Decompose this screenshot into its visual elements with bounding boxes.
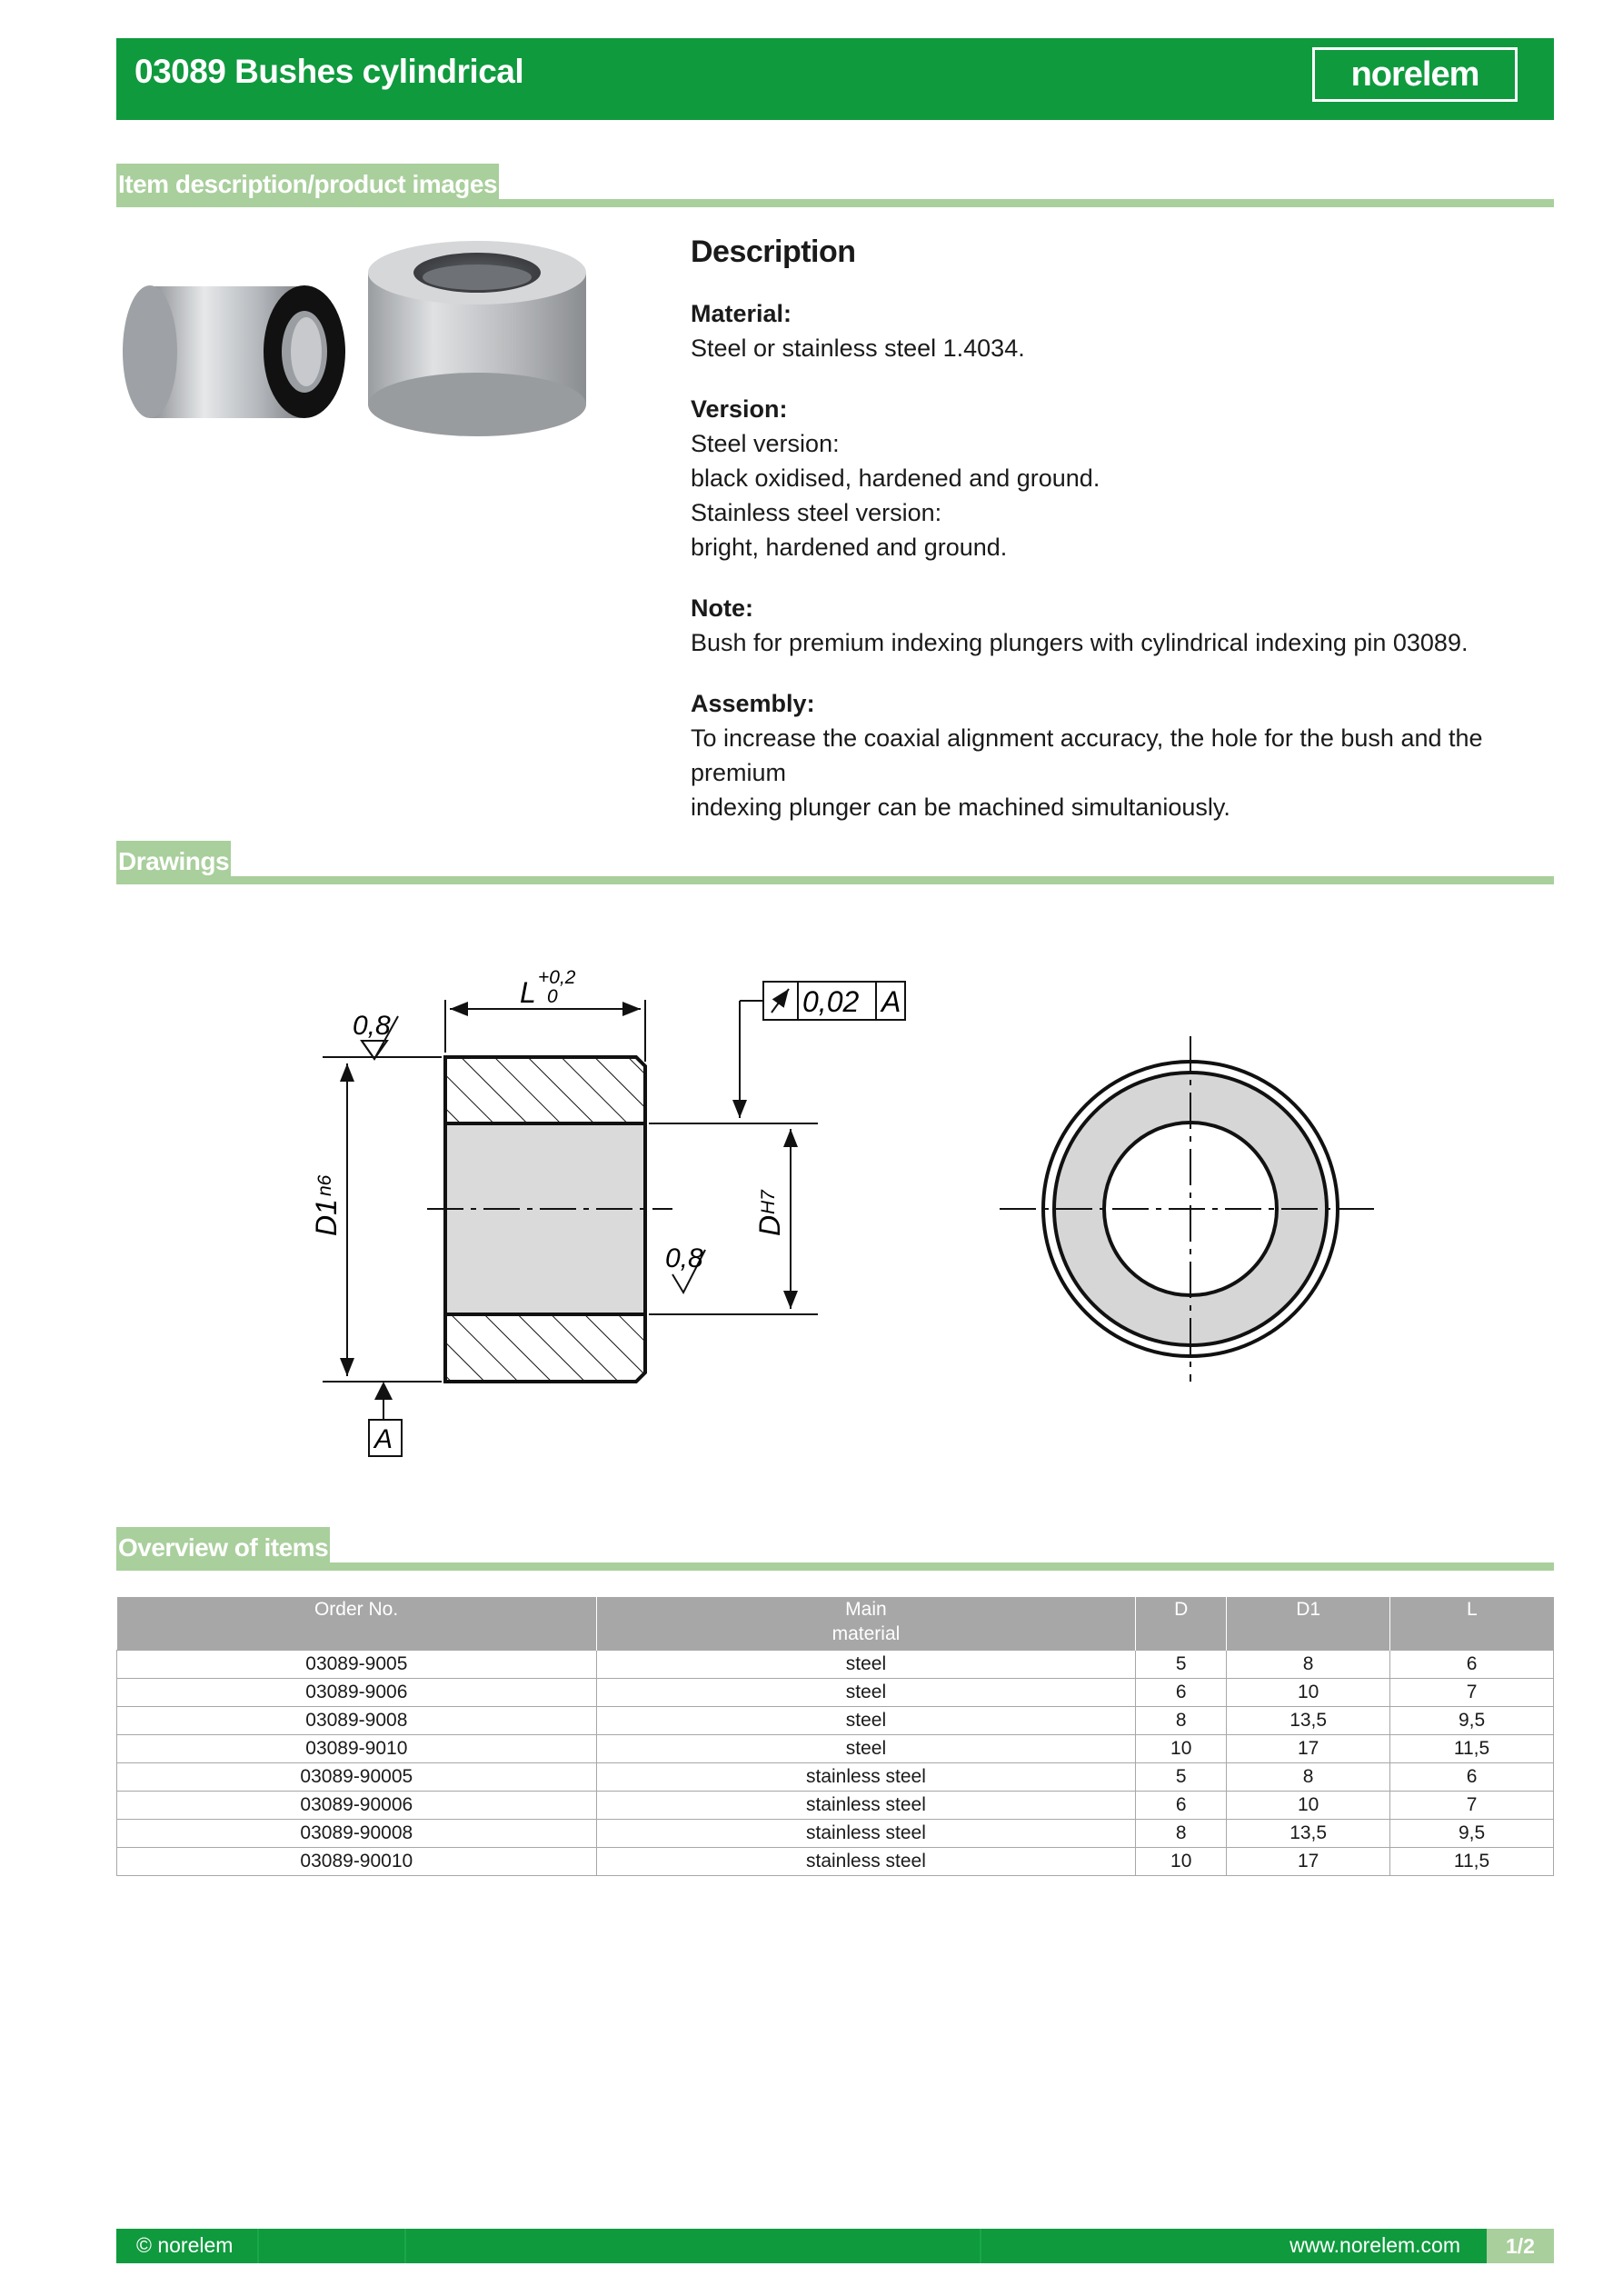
d-cell: 6: [1136, 1679, 1227, 1707]
page-header: [116, 38, 1554, 120]
note-label: Note:: [691, 594, 753, 622]
bush-steel-image: [123, 285, 345, 418]
d-cell: 10: [1136, 1735, 1227, 1763]
d-cell: 10: [1136, 1848, 1227, 1876]
d-cell: 8: [1136, 1820, 1227, 1848]
d1-cell: 8: [1227, 1651, 1390, 1679]
section-header-drawings: [116, 841, 1554, 884]
page-title: 03089 Bushes cylindrical: [134, 53, 524, 90]
end-view: [1000, 1036, 1381, 1382]
material-label: Material:: [691, 300, 792, 327]
material-text: Steel or stainless steel 1.4034.: [691, 334, 1025, 362]
header-text: D: [1174, 1599, 1189, 1620]
section-view: [310, 967, 905, 1456]
material-cell: stainless steel: [596, 1848, 1136, 1876]
version-line: black oxidised, hardened and ground.: [691, 464, 1100, 492]
material-cell: steel: [596, 1707, 1136, 1735]
d-cell: 6: [1136, 1792, 1227, 1820]
version-line: Stainless steel version:: [691, 499, 942, 526]
table-row: [117, 1735, 1554, 1763]
order-number-cell: 03089-90005: [117, 1763, 597, 1792]
bush-stainless-image: [368, 241, 586, 436]
runout-datum: A: [881, 985, 901, 1018]
d-cell: 5: [1136, 1651, 1227, 1679]
l-cell: 11,5: [1390, 1848, 1554, 1876]
table-row: [117, 1848, 1554, 1876]
assembly-block: [691, 686, 1554, 824]
d1-cell: 10: [1227, 1792, 1390, 1820]
section-label: Overview of items: [116, 1527, 330, 1568]
header-text: Main: [845, 1599, 887, 1620]
length-label: L: [520, 976, 536, 1009]
outer-diameter-label: D1: [310, 1199, 343, 1236]
l-cell: 6: [1390, 1763, 1554, 1792]
runout-value: 0,02: [802, 985, 860, 1018]
footer-separator: [257, 2229, 259, 2263]
material-cell: steel: [596, 1735, 1136, 1763]
outer-diameter-fit: n6: [314, 1174, 335, 1196]
technical-drawing: [273, 936, 1418, 1482]
l-cell: 7: [1390, 1679, 1554, 1707]
l-cell: 6: [1390, 1651, 1554, 1679]
table-row: [117, 1820, 1554, 1848]
note-text: Bush for premium indexing plungers with cylindrical indexing pin 03089.: [691, 629, 1469, 656]
surface-finish-outer: 0,8: [353, 1011, 391, 1041]
note-block: [691, 591, 1554, 660]
column-header-l: [1390, 1597, 1554, 1651]
section-divider: [116, 1562, 1554, 1571]
d1-cell: 13,5: [1227, 1820, 1390, 1848]
description-panel: [691, 235, 1554, 851]
column-header-d: [1136, 1597, 1227, 1651]
order-number-cell: 03089-9008: [117, 1707, 597, 1735]
items-table: [116, 1597, 1554, 1876]
length-tolerance-lower: 0: [547, 986, 558, 1007]
assembly-label: Assembly:: [691, 690, 815, 717]
footer-separator: [980, 2229, 981, 2263]
order-number-cell: 03089-90006: [117, 1792, 597, 1820]
material-cell: stainless steel: [596, 1763, 1136, 1792]
d1-cell: 8: [1227, 1763, 1390, 1792]
header-text: Order No.: [314, 1599, 399, 1620]
material-cell: stainless steel: [596, 1792, 1136, 1820]
table-row: [117, 1763, 1554, 1792]
column-header-d1: [1227, 1597, 1390, 1651]
page-number: 1/2: [1487, 2229, 1554, 2263]
section-header-description: [116, 164, 1554, 207]
order-number-cell: 03089-9005: [117, 1651, 597, 1679]
l-cell: 9,5: [1390, 1707, 1554, 1735]
material-cell: steel: [596, 1651, 1136, 1679]
inner-diameter-label: D: [753, 1214, 786, 1236]
norelem-logo: [1312, 47, 1518, 102]
inner-diameter-fit: H7: [758, 1190, 779, 1214]
d1-cell: 17: [1227, 1735, 1390, 1763]
version-line: bright, hardened and ground.: [691, 534, 1008, 561]
d1-cell: 10: [1227, 1679, 1390, 1707]
order-number-cell: 03089-90008: [117, 1820, 597, 1848]
column-header-order-no: [117, 1597, 597, 1651]
l-cell: 11,5: [1390, 1735, 1554, 1763]
header-text: L: [1466, 1599, 1478, 1620]
section-divider: [116, 876, 1554, 884]
logo-text: norelem: [1350, 55, 1479, 94]
description-heading: Description: [691, 235, 856, 269]
table-row: [117, 1707, 1554, 1735]
version-label: Version:: [691, 395, 788, 423]
table-header-row: [117, 1597, 1554, 1651]
order-number-cell: 03089-90010: [117, 1848, 597, 1876]
d-cell: 8: [1136, 1707, 1227, 1735]
version-line: Steel version:: [691, 430, 840, 457]
l-cell: 7: [1390, 1792, 1554, 1820]
footer-copyright: © norelem: [136, 2233, 234, 2257]
material-cell: stainless steel: [596, 1820, 1136, 1848]
d-cell: 5: [1136, 1763, 1227, 1792]
d1-cell: 13,5: [1227, 1707, 1390, 1735]
order-number-cell: 03089-9010: [117, 1735, 597, 1763]
section-label: Item description/product images: [116, 164, 499, 205]
l-cell: 9,5: [1390, 1820, 1554, 1848]
header-text: D1: [1296, 1599, 1321, 1620]
material-cell: steel: [596, 1679, 1136, 1707]
assembly-line: indexing plunger can be machined simultaniously.: [691, 794, 1230, 821]
product-images: [114, 232, 595, 459]
header-text: material: [831, 1623, 901, 1644]
page-footer: [116, 2229, 1554, 2263]
section-header-overview: [116, 1527, 1554, 1571]
d1-cell: 17: [1227, 1848, 1390, 1876]
order-number-cell: 03089-9006: [117, 1679, 597, 1707]
material-block: [691, 296, 1554, 365]
table-row: [117, 1792, 1554, 1820]
table-row: [117, 1651, 1554, 1679]
version-block: [691, 392, 1554, 564]
footer-website-link[interactable]: www.norelem.com: [1289, 2233, 1460, 2257]
footer-separator: [404, 2229, 406, 2263]
section-label: Drawings: [116, 841, 231, 882]
column-header-main-material: [596, 1597, 1136, 1651]
surface-finish-inner: 0,8: [665, 1243, 703, 1273]
table-row: [117, 1679, 1554, 1707]
assembly-line: To increase the coaxial alignment accuracy, the hole for the bush and the premium: [691, 724, 1483, 786]
length-tolerance-upper: +0,2: [538, 967, 576, 988]
datum-label: A: [374, 1424, 393, 1454]
